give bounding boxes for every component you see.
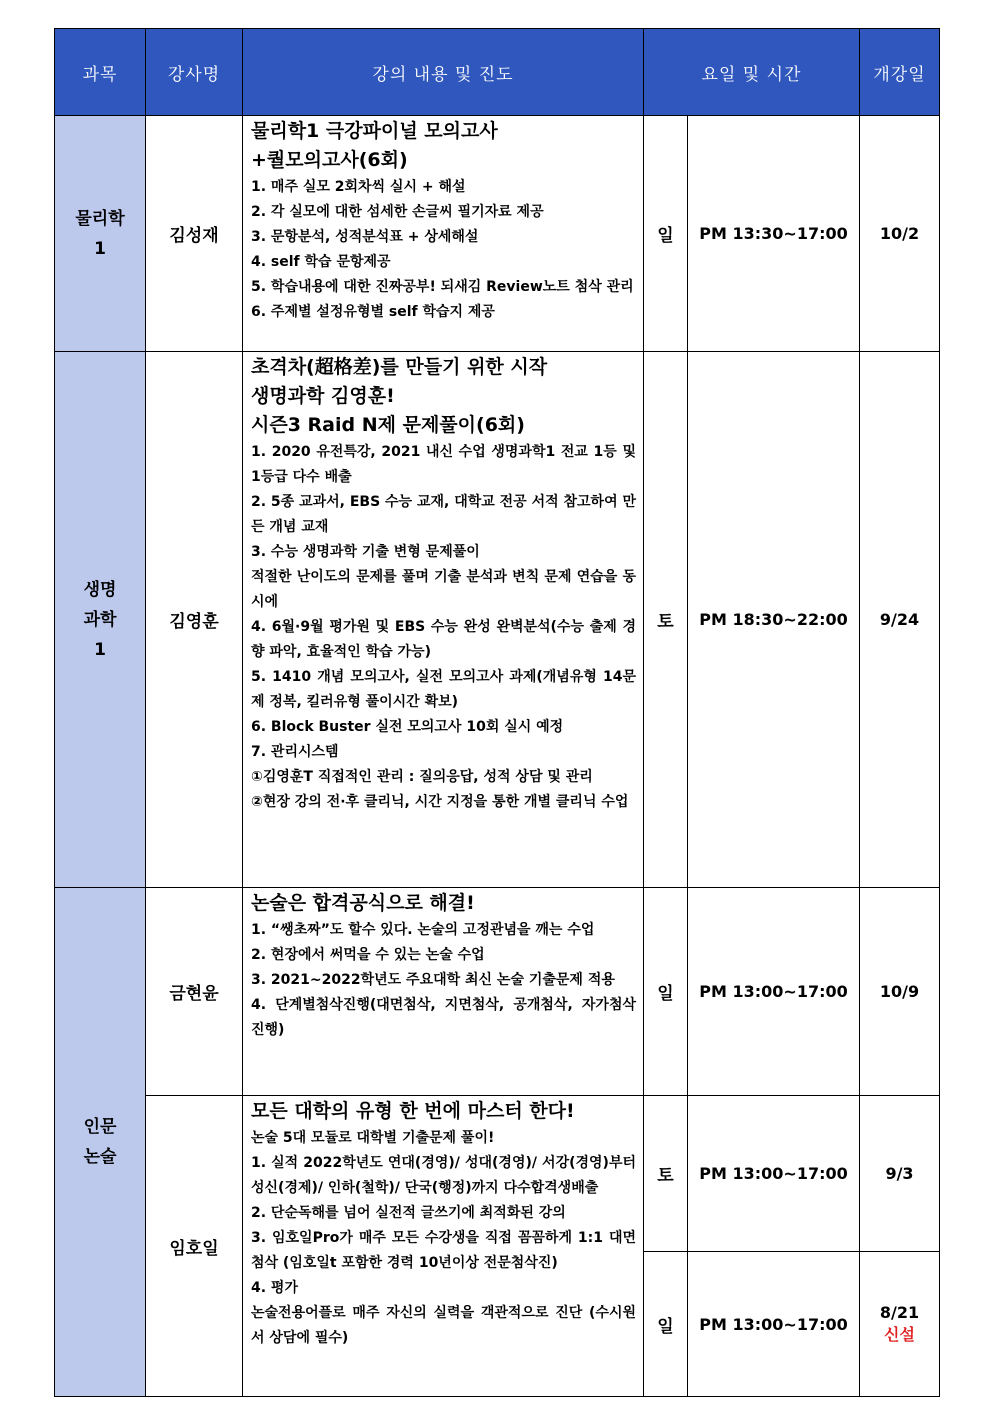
header-start: 개강일 — [860, 29, 940, 116]
content-line: 2. 단순독해를 넘어 실전적 글쓰기에 최적화된 강의 — [251, 1205, 566, 1221]
header-content: 강의 내용 및 진도 — [243, 29, 644, 116]
course-title: 시즌3 Raid N제 문제풀이(6회) — [251, 414, 525, 436]
content-line: 4. 단계별첨삭진행(대면첨삭, 지면첨삭, 공개첨삭, 자가첨삭 진행) — [251, 997, 636, 1038]
content-line: ②현장 강의 전·후 클리닉, 시간 지정을 통한 개별 클리닉 수업 — [251, 794, 629, 810]
course-schedule-table — [54, 28, 940, 1397]
content-line: 2. 각 실모에 대한 섬세한 손글씨 필기자료 제공 — [251, 204, 544, 220]
content-line: 5. 1410 개념 모의고사, 실전 모의고사 과제(개념유형 14문제 정복, 킬러유형 풀이시간 확보) — [251, 669, 636, 710]
content-line: 논술전용어플로 매주 자신의 실력을 객관적으로 진단 (수시원서 상담에 필수) — [251, 1305, 636, 1346]
start-date-cell: 9/24 — [860, 352, 940, 888]
start-date-cell: 9/3 — [860, 1096, 940, 1252]
content-line: 6. Block Buster 실전 모의고사 10회 실시 예정 — [251, 719, 564, 735]
table-row — [55, 116, 940, 352]
content-line: 7. 관리시스템 — [251, 744, 339, 760]
table-row — [55, 888, 940, 1096]
header-schedule: 요일 및 시간 — [644, 29, 860, 116]
new-badge: 신설 — [884, 1325, 915, 1344]
header-subject: 과목 — [55, 29, 146, 116]
course-title: 생명과학 김영훈! — [251, 385, 395, 407]
day-cell: 일 — [644, 1252, 688, 1397]
start-date-cell: 10/2 — [860, 116, 940, 352]
subject-cell: 인문 논술 — [55, 888, 146, 1397]
content-line: 3. 2021~2022학년도 주요대학 최신 논술 기출문제 적용 — [251, 972, 615, 988]
time-cell: PM 13:00~17:00 — [688, 1096, 860, 1252]
content-line: 4. 6월·9월 평가원 및 EBS 수능 완성 완벽분석(수능 출제 경향 파악, 효율적인 학습 가능) — [251, 619, 636, 660]
content-line: 3. 문항분석, 성적분석표 + 상세해설 — [251, 229, 479, 245]
teacher-cell: 임호일 — [146, 1096, 243, 1397]
day-cell: 일 — [644, 888, 688, 1096]
course-title: 초격차(超格差)를 만들기 위한 시작 — [251, 356, 548, 378]
content-cell — [243, 116, 644, 352]
content-line: 논술 5대 모듈로 대학별 기출문제 풀이! — [251, 1130, 495, 1146]
content-line: 2. 현장에서 써먹을 수 있는 논술 수업 — [251, 947, 485, 963]
course-title: 논술은 합격공식으로 해결! — [251, 892, 475, 914]
content-line: 1. 2020 유전특강, 2021 내신 수업 생명과학1 전교 1등 및 1등급 다수 배출 — [251, 444, 636, 485]
subject-cell: 생명 과학 1 — [55, 352, 146, 888]
teacher-cell: 금현윤 — [146, 888, 243, 1096]
content-cell — [243, 352, 644, 888]
content-line: 4. 평가 — [251, 1280, 298, 1296]
content-line: 1. “쌩초짜”도 할수 있다. 논술의 고정관념을 깨는 수업 — [251, 922, 595, 938]
header-teacher: 강사명 — [146, 29, 243, 116]
content-line: 6. 주제별 설정유형별 self 학습지 제공 — [251, 304, 495, 320]
teacher-cell: 김성재 — [146, 116, 243, 352]
course-title: +퀄모의고사(6회) — [251, 149, 408, 171]
start-date-cell: 10/9 — [860, 888, 940, 1096]
day-cell: 토 — [644, 352, 688, 888]
content-line: 3. 수능 생명과학 기출 변형 문제풀이 — [251, 544, 480, 560]
start-date: 8/21 — [879, 1303, 920, 1322]
start-date-cell — [860, 1252, 940, 1397]
header-row — [55, 29, 940, 116]
time-cell: PM 13:30~17:00 — [688, 116, 860, 352]
day-cell: 토 — [644, 1096, 688, 1252]
content-line: 3. 임호일Pro가 매주 모든 수강생을 직접 꼼꼼하게 1:1 대면첨삭 (임호일t 포함한 경력 10년이상 전문첨삭진) — [251, 1230, 636, 1271]
content-line: 4. self 학습 문항제공 — [251, 254, 391, 270]
content-cell — [243, 1096, 644, 1397]
table-row — [55, 352, 940, 888]
content-line: 2. 5종 교과서, EBS 수능 교재, 대학교 전공 서적 참고하여 만든 개념 교재 — [251, 494, 636, 535]
table-row — [55, 1096, 940, 1252]
content-line: 5. 학습내용에 대한 진짜공부! 되새김 Review노트 첨삭 관리 — [251, 279, 634, 295]
content-cell — [243, 888, 644, 1096]
time-cell: PM 13:00~17:00 — [688, 888, 860, 1096]
teacher-cell: 김영훈 — [146, 352, 243, 888]
content-line: 적절한 난이도의 문제를 풀며 기출 분석과 변칙 문제 연습을 동시에 — [251, 569, 636, 610]
content-line: 1. 매주 실모 2회차씩 실시 + 해설 — [251, 179, 466, 195]
subject-cell: 물리학 1 — [55, 116, 146, 352]
content-line: ①김영훈T 직접적인 관리 : 질의응답, 성적 상담 및 관리 — [251, 769, 593, 785]
time-cell: PM 18:30~22:00 — [688, 352, 860, 888]
day-cell: 일 — [644, 116, 688, 352]
course-title: 물리학1 극강파이널 모의고사 — [251, 120, 498, 142]
content-line: 1. 실적 2022학년도 연대(경영)/ 성대(경영)/ 서강(경영)부터 성신(경제)/ 인하(철학)/ 단국(행정)까지 다수합격생배출 — [251, 1155, 636, 1196]
time-cell: PM 13:00~17:00 — [688, 1252, 860, 1397]
course-title: 모든 대학의 유형 한 번에 마스터 한다! — [251, 1100, 575, 1122]
